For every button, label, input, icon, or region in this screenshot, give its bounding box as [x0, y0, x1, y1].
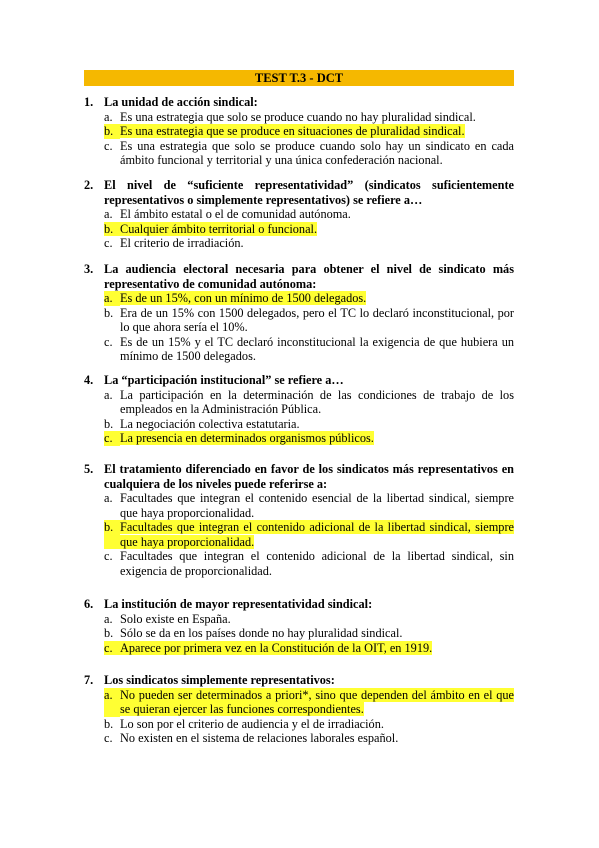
question-2 [84, 178, 514, 251]
option-letter: b. [104, 305, 114, 320]
question-4 [84, 373, 514, 446]
question-number: 3. [84, 262, 94, 276]
option-letter: a. [104, 688, 120, 717]
question-number: 2. [84, 178, 94, 192]
option-c-correct [104, 641, 514, 656]
question-heading [84, 95, 514, 110]
option-c [104, 139, 514, 168]
option-text: No pueden ser determinados a priori*, sino que dependen del ámbito en el que se quieran ejercer las funciones correspondientes. [120, 687, 514, 716]
option-text: Es de un 15% y el TC declaró inconstitucional la exigencia de que hubiera un mínimo de 1500 delegados. [120, 334, 514, 363]
option-letter: b. [104, 716, 114, 731]
option-letter: c. [104, 549, 113, 563]
question-number: 6. [84, 597, 94, 611]
option-text: Sólo se da en los países donde no hay pluralidad sindical. [120, 626, 403, 640]
option-a [104, 207, 514, 222]
option-a-correct [104, 291, 514, 306]
question-heading [84, 673, 514, 688]
question-text: Los sindicatos simplemente representativos: [104, 673, 335, 687]
option-b-correct [104, 124, 514, 139]
question-heading [84, 178, 514, 207]
option-text: Cualquier ámbito territorial o funcional. [120, 221, 318, 236]
question-number: 4. [84, 373, 94, 387]
option-text: Es una estrategia que solo se produce cuando solo hay un sindicato en cada ámbito funcional y territorial y una única confederación nacional. [120, 138, 514, 167]
option-c [104, 236, 514, 251]
option-letter: c. [104, 641, 120, 656]
option-text: Lo son por el criterio de audiencia y el de irradiación. [120, 716, 384, 731]
option-letter: b. [104, 416, 114, 431]
option-text: El criterio de irradiación. [120, 236, 244, 250]
option-text: Es una estrategia que se produce en situaciones de pluralidad sindical. [120, 124, 465, 138]
option-b [104, 417, 514, 432]
option-letter: c. [104, 138, 113, 153]
option-text: Es de un 15%, con un mínimo de 1500 delegados. [120, 291, 367, 305]
option-letter: c. [104, 236, 113, 250]
option-letter: b. [104, 124, 120, 139]
option-c [104, 731, 514, 746]
option-c [104, 549, 514, 578]
option-letter: a. [104, 611, 113, 626]
option-b [104, 306, 514, 335]
page-title: TEST T.3 - DCT [84, 70, 514, 86]
question-text: La “participación institucional” se refiere a… [104, 373, 344, 387]
option-letter: a. [104, 387, 113, 402]
question-heading [84, 373, 514, 388]
option-text: La negociación colectiva estatutaria. [120, 416, 300, 431]
option-letter: c. [104, 731, 113, 745]
option-letter: c. [104, 431, 120, 446]
option-letter: a. [104, 291, 120, 306]
question-text: La institución de mayor representatividad sindical: [104, 597, 373, 611]
option-a [104, 612, 514, 627]
option-b [104, 626, 514, 641]
question-6 [84, 597, 514, 655]
option-c [104, 335, 514, 364]
option-text: Facultades que integran el contenido adicional de la libertad sindical, siempre que haya proporcionalidad. [120, 520, 514, 549]
question-number: 7. [84, 673, 94, 687]
question-heading [84, 462, 514, 491]
option-a-correct [104, 688, 514, 717]
question-5 [84, 462, 514, 578]
question-number: 1. [84, 95, 94, 109]
question-text: El nivel de “suficiente representatividad” (sindicatos suficientemente representativos o simplemente representativos) se refiere a… [104, 178, 514, 207]
option-letter: b. [104, 222, 120, 237]
question-text: El tratamiento diferenciado en favor de los sindicatos más representativos en cualquiera de los niveles puede referirse a: [104, 462, 514, 491]
option-text: La presencia en determinados organismos públicos. [120, 431, 374, 445]
option-a [104, 110, 514, 125]
option-letter: a. [104, 491, 113, 505]
option-b-correct [104, 222, 514, 237]
option-text: Facultades que integran el contenido adicional de la libertad sindical, sin exigencia de proporcionalidad. [120, 549, 514, 578]
question-number: 5. [84, 462, 94, 476]
option-c-correct [104, 431, 514, 446]
option-text: Facultades que integran el contenido esencial de la libertad sindical, siempre que haya proporcionalidad. [120, 491, 514, 520]
option-text: El ámbito estatal o el de comunidad autónoma. [120, 207, 351, 221]
question-text: La unidad de acción sindical: [104, 95, 258, 109]
option-text: Aparece por primera vez en la Constitución de la OIT, en 1919. [120, 640, 433, 655]
option-a [104, 388, 514, 417]
question-heading [84, 597, 514, 612]
option-text: Era de un 15% con 1500 delegados, pero el TC lo declaró inconstitucional, por lo que ahora sería el 10%. [120, 305, 514, 334]
question-3 [84, 262, 514, 364]
option-letter: c. [104, 334, 113, 349]
option-letter: b. [104, 520, 120, 549]
option-b [104, 717, 514, 732]
option-b-correct [104, 520, 514, 549]
option-letter: a. [104, 109, 113, 124]
option-text: Solo existe en España. [120, 611, 231, 626]
option-text: Es una estrategia que solo se produce cuando no hay pluralidad sindical. [120, 109, 476, 124]
question-text: La audiencia electoral necesaria para obtener el nivel de sindicato más representativo de comunidad autónoma: [104, 262, 514, 291]
option-a [104, 491, 514, 520]
option-letter: b. [104, 626, 114, 640]
option-text: No existen en el sistema de relaciones laborales español. [120, 731, 399, 745]
option-letter: a. [104, 207, 113, 221]
question-7 [84, 673, 514, 746]
question-1 [84, 95, 514, 168]
option-text: La participación en la determinación de las condiciones de trabajo de los empleados en la Administración Pública. [120, 387, 514, 416]
question-heading [84, 262, 514, 291]
